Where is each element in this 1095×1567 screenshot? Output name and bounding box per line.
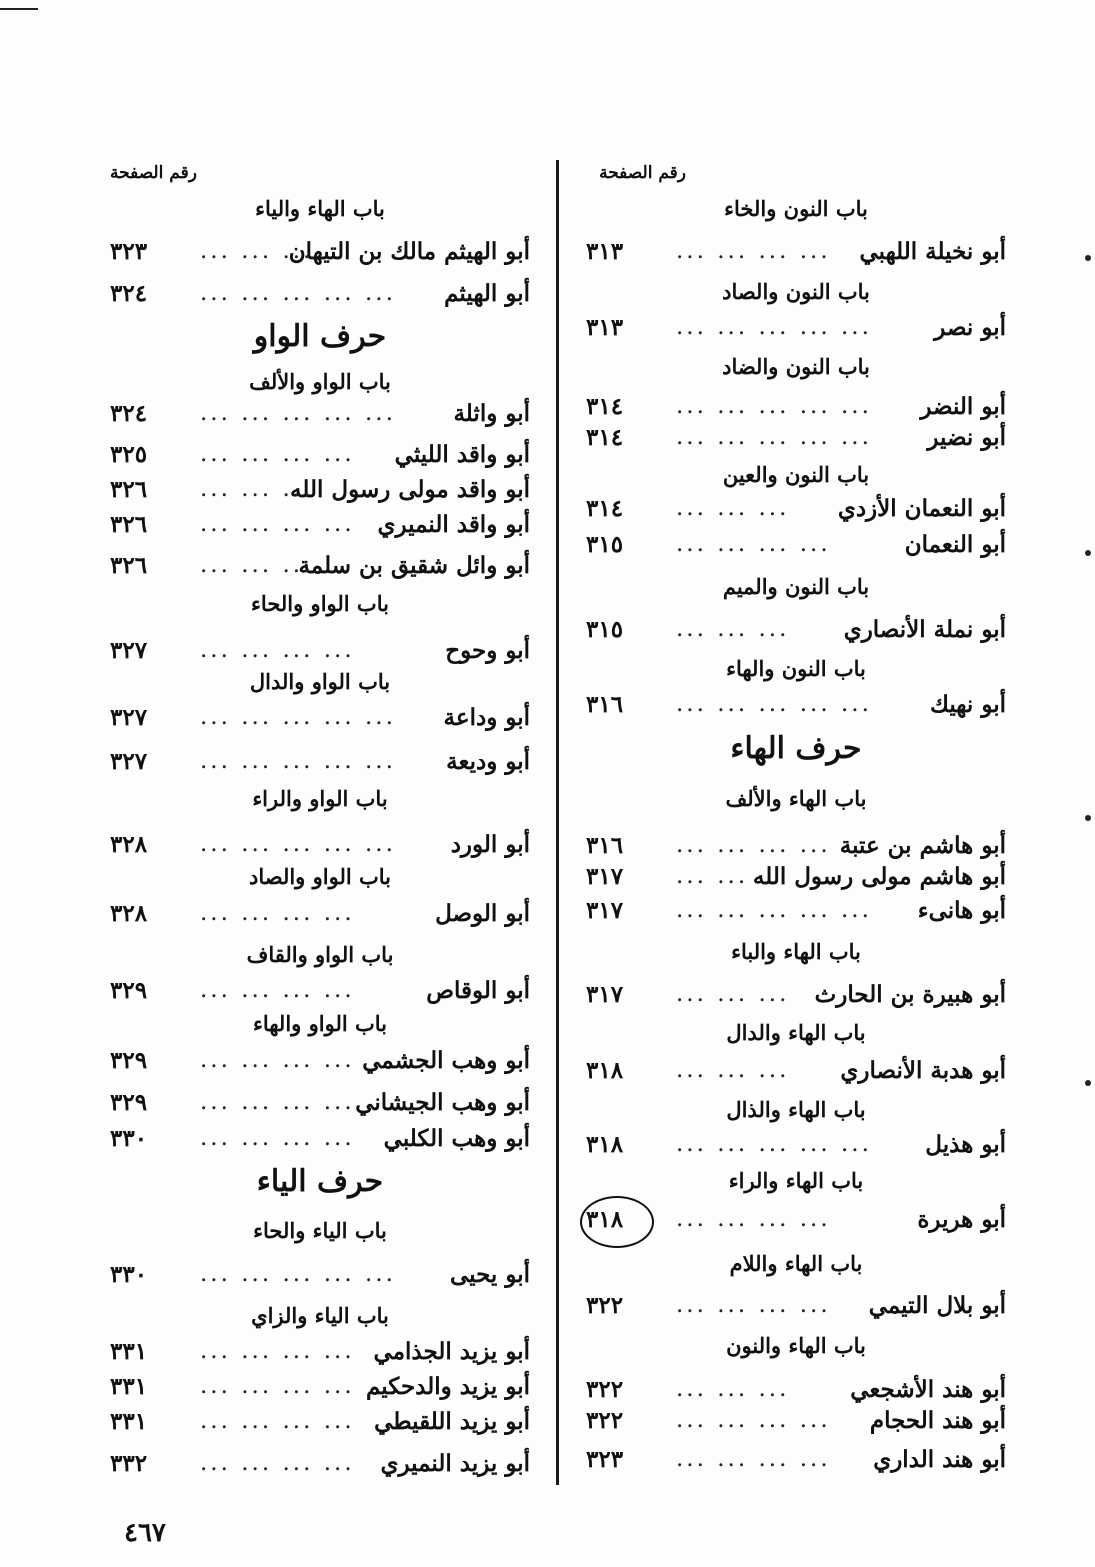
entry-page-number: ٣٣٠ bbox=[110, 1261, 148, 1288]
entry-page-number: ٣٢٤ bbox=[110, 280, 148, 307]
entry-name: أبو نخيلة اللهبي bbox=[859, 238, 1006, 265]
column-divider bbox=[556, 160, 559, 1485]
index-column-right bbox=[586, 0, 1006, 1567]
entry-page-number: ٣١٦ bbox=[586, 832, 624, 859]
entry-page-number: ٣١٨ bbox=[586, 1131, 624, 1158]
entry-name: أبو وائل شقيق بن سلمة bbox=[298, 552, 530, 579]
section-heading: باب الهاء والألف bbox=[725, 786, 867, 811]
entry-page-number: ٣٢٣ bbox=[110, 238, 148, 265]
section-heading: باب الواو والصاد bbox=[248, 864, 392, 889]
leader-dots: ... ... ... ... bbox=[200, 637, 355, 663]
leader-dots: ... ... ... ... bbox=[200, 1125, 355, 1151]
page-number-header: رقم الصفحة bbox=[599, 163, 686, 183]
entry-name: أبو هند الحجام bbox=[869, 1407, 1006, 1434]
entry-name: أبو نصر bbox=[934, 314, 1006, 341]
leader-dots: ... ... ... ... ... bbox=[676, 424, 872, 450]
entry-name: أبو هند الداري bbox=[873, 1446, 1006, 1473]
handwritten-circle-mark bbox=[580, 1196, 654, 1248]
section-heading: باب الواو والدال bbox=[249, 669, 391, 694]
leader-dots: ... ... ... bbox=[676, 1057, 790, 1083]
entry-name: أبو هبيرة بن الحارث bbox=[814, 981, 1006, 1008]
section-heading: باب النون والخاء bbox=[724, 196, 868, 221]
section-heading: باب الهاء واللام bbox=[729, 1251, 863, 1276]
leader-dots: ... ... ... bbox=[676, 981, 790, 1007]
entry-name: أبو وهب الجيشاني bbox=[355, 1089, 530, 1116]
entry-name: أبو النضر bbox=[920, 393, 1006, 420]
edge-mark bbox=[1085, 255, 1091, 261]
entry-name: أبو واقد مولى رسول الله bbox=[290, 476, 530, 503]
entry-name: أبو واقد الليثي bbox=[394, 441, 530, 468]
entry-page-number: ٣٢٩ bbox=[110, 977, 148, 1004]
entry-name: أبو هند الأشجعي bbox=[850, 1376, 1006, 1403]
entry-page-number: ٣٢٥ bbox=[110, 441, 148, 468]
entry-page-number: ٣٢٦ bbox=[110, 552, 148, 579]
index-column-left bbox=[110, 0, 530, 1567]
leader-dots: ... ... ... ... ... bbox=[676, 897, 872, 923]
entry-page-number: ٣٢٦ bbox=[110, 476, 148, 503]
leader-dots: ... ... ... ... bbox=[200, 511, 355, 537]
section-heading: باب الهاء والباء bbox=[731, 939, 861, 964]
letter-heading: حرف الهاء bbox=[730, 731, 862, 766]
leader-dots: ... ... ... ... bbox=[676, 238, 831, 264]
entry-name: أبو هاشم مولى رسول الله bbox=[752, 863, 1006, 890]
leader-dots: ... ... ... ... bbox=[200, 900, 355, 926]
entry-page-number: ٣٢٨ bbox=[110, 900, 148, 927]
leader-dots: ... ... ... ... ... bbox=[200, 748, 396, 774]
entry-name: أبو يزيد اللقيطي bbox=[374, 1408, 530, 1435]
section-heading: باب الهاء والنون bbox=[726, 1333, 866, 1358]
leader-dots: ... ... ... ... bbox=[676, 531, 831, 557]
entry-name: أبو وهب الكلبي bbox=[383, 1125, 530, 1152]
leader-dots: ... ... ... ... bbox=[200, 441, 355, 467]
leader-dots: ... ... ... bbox=[200, 552, 314, 578]
leader-dots: ... ... ... bbox=[676, 495, 790, 521]
entry-name: أبو هاشم بن عتبة bbox=[839, 832, 1006, 859]
entry-page-number: ٣٢٦ bbox=[110, 511, 148, 538]
entry-page-number: ٣٢٩ bbox=[110, 1089, 148, 1116]
entry-page-number: ٣١٧ bbox=[586, 863, 624, 890]
leader-dots: ... ... ... ... bbox=[200, 1047, 355, 1073]
entry-page-number: ٣١٥ bbox=[586, 531, 624, 558]
entry-name: أبو وداعة bbox=[443, 704, 530, 731]
entry-name: أبو الوقاص bbox=[426, 977, 530, 1004]
leader-dots: ... ... ... ... ... bbox=[200, 1261, 396, 1287]
section-heading: باب النون والميم bbox=[722, 574, 870, 599]
leader-dots: ... ... ... ... ... bbox=[200, 280, 396, 306]
entry-name: أبو الهيثم مالك بن التيهان bbox=[288, 238, 530, 265]
leader-dots: ... ... ... ... ... bbox=[676, 691, 872, 717]
leader-dots: ... ... ... bbox=[676, 616, 790, 642]
page-number-header: رقم الصفحة bbox=[110, 163, 197, 183]
leader-dots: ... ... ... ... bbox=[200, 1089, 355, 1115]
entry-page-number: ٣٣٠ bbox=[110, 1125, 148, 1152]
section-heading: باب الواو والألف bbox=[249, 369, 391, 394]
entry-page-number: ٣٣١ bbox=[110, 1338, 148, 1365]
entry-page-number: ٣٢٩ bbox=[110, 1047, 148, 1074]
entry-page-number: ٣١٧ bbox=[586, 981, 624, 1008]
entry-page-number: ٣٢٢ bbox=[586, 1292, 624, 1319]
section-heading: باب النون والهاء bbox=[726, 656, 866, 681]
entry-name: أبو نضير bbox=[927, 424, 1006, 451]
entry-page-number: ٣٢٣ bbox=[586, 1446, 624, 1473]
section-heading: باب النون والعين bbox=[722, 462, 870, 487]
entry-page-number: ٣١٤ bbox=[586, 495, 624, 522]
section-heading: باب الهاء والراء bbox=[728, 1168, 864, 1193]
entry-page-number: ٣١٧ bbox=[586, 897, 624, 924]
entry-name: أبو الوصل bbox=[435, 900, 530, 927]
entry-name: أبو نهيك bbox=[929, 691, 1006, 718]
leader-dots: ... ... ... ... ... bbox=[200, 400, 396, 426]
entry-name: أبو واثلة bbox=[453, 400, 530, 427]
entry-page-number: ٣٣١ bbox=[110, 1373, 148, 1400]
page-number: ٤٦٧ bbox=[124, 1518, 166, 1548]
edge-mark bbox=[1085, 815, 1091, 821]
entry-name: أبو النعمان الأزدي bbox=[837, 495, 1006, 522]
leader-dots: ... ... ... ... bbox=[676, 1446, 831, 1472]
section-heading: باب الواو والراء bbox=[252, 786, 388, 811]
entry-name: أبو هذيل bbox=[925, 1131, 1006, 1158]
entry-page-number: ٣١٣ bbox=[586, 314, 624, 341]
leader-dots: ... ... ... ... bbox=[200, 1408, 355, 1434]
leader-dots: ... ... ... ... bbox=[676, 1206, 831, 1232]
leader-dots: ... ... ... ... bbox=[676, 1407, 831, 1433]
entry-name: أبو واقد النميري bbox=[377, 511, 530, 538]
letter-heading: حرف الواو bbox=[253, 319, 387, 354]
entry-name: أبو الورد bbox=[450, 831, 530, 858]
leader-dots: ... ... ... ... ... bbox=[200, 831, 396, 857]
entry-page-number: ٣١٥ bbox=[586, 616, 624, 643]
entry-name: أبو وديعة bbox=[446, 748, 530, 775]
leader-dots: ... ... ... ... ... bbox=[200, 704, 396, 730]
entry-page-number: ٣٢٨ bbox=[110, 831, 148, 858]
section-heading: باب الهاء والياء bbox=[255, 196, 385, 221]
entry-name: أبو يزيد النميري bbox=[380, 1450, 530, 1477]
entry-page-number: ٣١٨ bbox=[586, 1206, 624, 1233]
entry-page-number: ٣٢٢ bbox=[586, 1407, 624, 1434]
entry-name: أبو يزيد الجذامي bbox=[373, 1338, 530, 1365]
leader-dots: ... ... ... ... bbox=[676, 1292, 831, 1318]
leader-dots: ... ... ... bbox=[200, 238, 314, 264]
leader-dots: ... ... bbox=[676, 863, 749, 889]
entry-name: أبو يزيد والدحكيم bbox=[366, 1373, 530, 1400]
entry-name: أبو وحوح bbox=[445, 637, 530, 664]
entry-name: أبو بلال التيمي bbox=[868, 1292, 1006, 1319]
section-heading: باب الواو والحاء bbox=[251, 591, 389, 616]
section-heading: باب النون والصاد bbox=[722, 279, 870, 304]
section-heading: باب الواو والقاف bbox=[246, 942, 394, 967]
entry-page-number: ٣٣٢ bbox=[110, 1450, 148, 1477]
leader-dots: ... ... ... ... bbox=[200, 1373, 355, 1399]
entry-page-number: ٣٢٧ bbox=[110, 704, 148, 731]
entry-page-number: ٣١٤ bbox=[586, 393, 624, 420]
leader-dots: ... ... ... ... ... bbox=[676, 1131, 872, 1157]
entry-page-number: ٣٢٢ bbox=[586, 1376, 624, 1403]
leader-dots: ... ... ... bbox=[200, 476, 314, 502]
entry-name: أبو هدبة الأنصاري bbox=[840, 1057, 1006, 1084]
leader-dots: ... ... ... ... bbox=[200, 977, 355, 1003]
section-heading: باب النون والضاد bbox=[722, 354, 870, 379]
section-heading: باب الياء والزاي bbox=[251, 1303, 389, 1328]
entry-page-number: ٣٢٧ bbox=[110, 748, 148, 775]
leader-dots: ... ... ... ... bbox=[200, 1338, 355, 1364]
entry-page-number: ٣١٨ bbox=[586, 1057, 624, 1084]
entry-name: أبو هانىء bbox=[917, 897, 1006, 924]
entry-page-number: ٣٢٧ bbox=[110, 637, 148, 664]
edge-mark bbox=[1085, 550, 1091, 556]
entry-name: أبو يحيى bbox=[449, 1261, 530, 1288]
entry-page-number: ٣٢٤ bbox=[110, 400, 148, 427]
entry-name: أبو هريرة bbox=[917, 1206, 1006, 1233]
edge-mark bbox=[1085, 1080, 1091, 1086]
entry-name: أبو النعمان bbox=[904, 531, 1006, 558]
entry-name: أبو وهب الجشمي bbox=[362, 1047, 530, 1074]
section-heading: باب الهاء والدال bbox=[726, 1020, 866, 1045]
entry-name: أبو الهيثم bbox=[444, 280, 530, 307]
top-rule bbox=[0, 8, 38, 10]
leader-dots: ... ... ... ... ... bbox=[676, 314, 872, 340]
entry-page-number: ٣٣١ bbox=[110, 1408, 148, 1435]
letter-heading: حرف الياء bbox=[256, 1164, 384, 1199]
entry-page-number: ٣١٤ bbox=[586, 424, 624, 451]
entry-page-number: ٣١٣ bbox=[586, 238, 624, 265]
section-heading: باب الهاء والذال bbox=[726, 1097, 866, 1122]
section-heading: باب الياء والحاء bbox=[253, 1218, 387, 1243]
leader-dots: ... ... ... ... ... bbox=[676, 393, 872, 419]
entry-page-number: ٣١٦ bbox=[586, 691, 624, 718]
entry-name: أبو نملة الأنصاري bbox=[843, 616, 1006, 643]
leader-dots: ... ... ... ... bbox=[676, 832, 831, 858]
leader-dots: ... ... ... ... bbox=[200, 1450, 355, 1476]
section-heading: باب الواو والهاء bbox=[252, 1011, 388, 1036]
leader-dots: ... ... ... bbox=[676, 1376, 790, 1402]
